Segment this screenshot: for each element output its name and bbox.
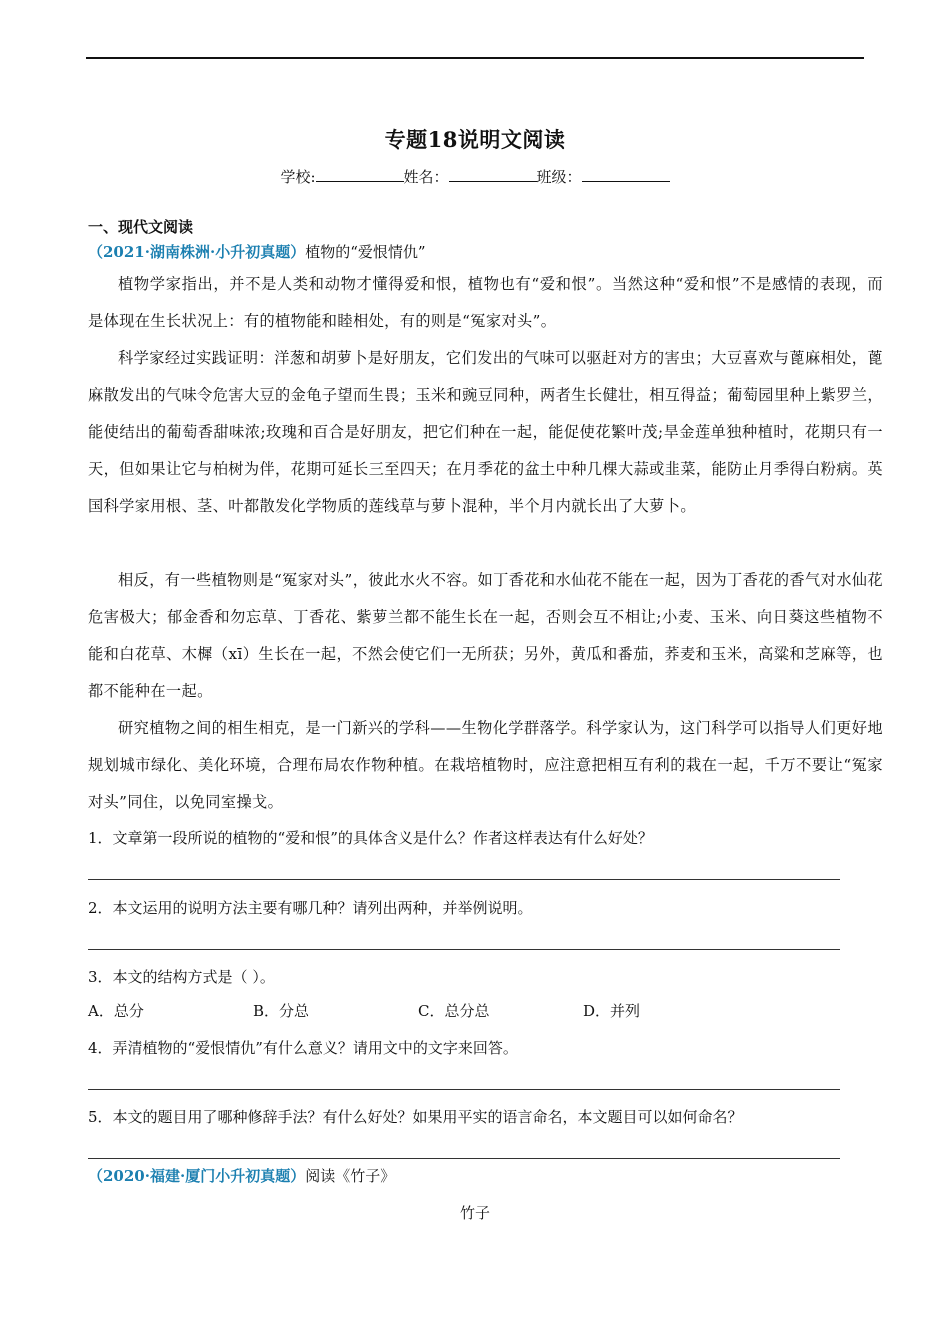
option-c[interactable]: C．总分总 (418, 1002, 490, 1020)
option-a[interactable]: A．总分 (88, 1002, 144, 1020)
passage1-heading (88, 241, 426, 262)
name-label: 姓名： (403, 168, 449, 186)
page-title: 专题18说明文阅读 (384, 127, 566, 152)
passage2-intro: 阅读《竹子》 (305, 1167, 396, 1185)
passage1-title: 植物的“爱恨情仇” (305, 243, 426, 261)
question-4: 4．弄清植物的“爱恨情仇”有什么意义？请用文中的文字来回答。 (88, 1039, 518, 1057)
passage1-source: （2021·湖南株洲·小升初真题） (88, 243, 306, 261)
question-2: 2．本文运用的说明方法主要有哪几种？请列出两种，并举例说明。 (88, 899, 533, 917)
answer-line-5[interactable] (88, 1158, 840, 1159)
answer-line-4[interactable] (88, 1089, 840, 1090)
passage2-heading (88, 1165, 395, 1186)
question-3: 3．本文的结构方式是（ ）。 (88, 968, 275, 986)
answer-line-1[interactable] (88, 879, 840, 880)
paragraph-3: 相反，有一些植物则是“冤家对头”，彼此水火不容。如丁香花和水仙花不能在一起，因为丁香花的香气对水仙花危害极大；郁金香和勿忘草、丁香花、紫萝兰都不能生长在一起，否则会互不相让;小麦、玉米、向日葵这些植物不能和白花草、木樨（xī）生长在一起，不然会使它们一无所获；另外，黄瓜和番茄，荞麦和玉米，高粱和芝麻等，也都不能种在一起。 (88, 571, 883, 700)
paragraph-2: 科学家经过实践证明：洋葱和胡萝卜是好朋友，它们发出的气味可以驱赶对方的害虫；大豆喜欢与蓖麻相处，蓖麻散发出的气味令危害大豆的金龟子望而生畏；玉米和豌豆同种，两者生长健壮，相互得益；葡萄园里种上紫罗兰，能使结出的葡萄香甜味浓;玫瑰和百合是好朋友，把它们种在一起，能促使花繁叶茂;旱金莲单独种植时，花期只有一天，但如果让它与柏树为伴，花期可延长三至四天；在月季花的盆土中种几棵大蒜或韭菜，能防止月季得白粉病。英国科学家用根、茎、叶都散发化学物质的莲线草与萝卜混种，半个月内就长出了大萝卜。 (88, 349, 883, 515)
name-blank[interactable] (449, 167, 537, 182)
passage2-source: （2020·福建·厦门小升初真题） (88, 1167, 306, 1185)
school-label: 学校: (280, 168, 316, 186)
question-5: 5．本文的题目用了哪种修辞手法？有什么好处？如果用平实的语言命名，本文题目可以如何命名？ (88, 1108, 743, 1126)
section-heading: 一、现代文阅读 (88, 218, 194, 236)
passage2-title: 竹子 (459, 1204, 490, 1222)
answer-line-2[interactable] (88, 949, 840, 950)
student-info-line (0, 166, 950, 187)
option-b[interactable]: B．分总 (253, 1002, 310, 1020)
header-rule (86, 57, 864, 59)
paragraph-1: 植物学家指出，并不是人类和动物才懂得爱和恨，植物也有“爱和恨”。当然这种“爱和恨”不是感情的表现，而是体现在生长状况上：有的植物能和睦相处，有的则是“冤家对头”。 (88, 275, 883, 330)
school-blank[interactable] (316, 167, 404, 182)
question-1: 1．文章第一段所说的植物的“爱和恨”的具体含义是什么？作者这样表达有什么好处？ (88, 829, 653, 847)
paragraph-4: 研究植物之间的相生相克，是一门新兴的学科——生物化学群落学。科学家认为，这门科学可以指导人们更好地规划城市绿化、美化环境，合理布局农作物种植。在栽培植物时，应注意把相互有利的栽在一起，千万不要让“冤家对头”同住，以免同室操戈。 (88, 719, 883, 811)
option-d[interactable]: D．并列 (583, 1002, 641, 1020)
class-blank[interactable] (582, 167, 670, 182)
class-label: 班级： (536, 168, 582, 186)
